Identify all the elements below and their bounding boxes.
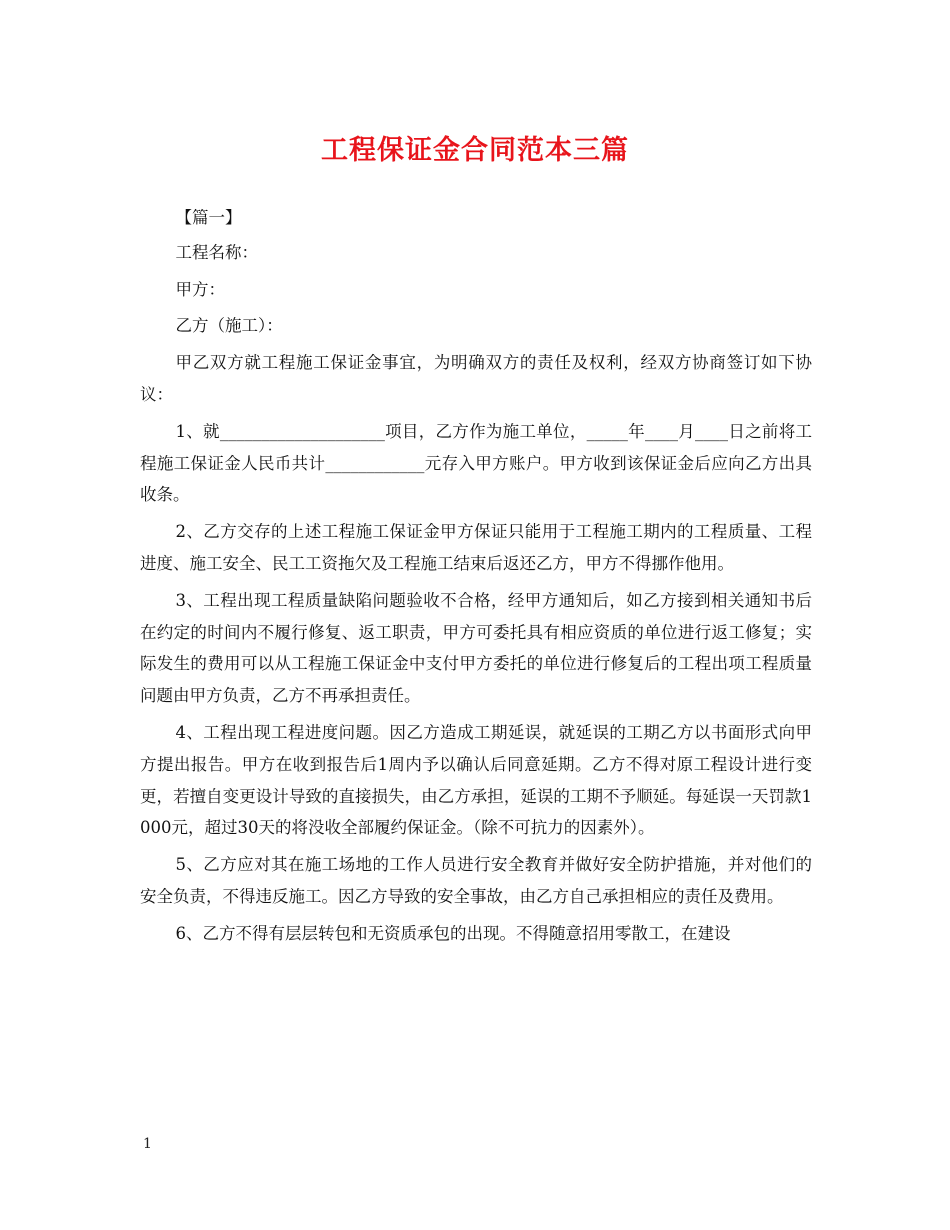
party-b-label: 乙方（施工）： — [175, 316, 283, 336]
paragraph-intro: 甲乙双方就工程施工保证金事宜，为明确双方的责任及权利，经双方协商签订如下协议： — [140, 353, 812, 404]
party-a-label: 甲方： — [175, 279, 225, 299]
paragraph-clause-3: 3、工程出现工程质量缺陷问题验收不合格，经甲方通知后，如乙方接到相关通知书后在约定的时间内不履行修复、返工职责，甲方可委托具有相应资质的单位进行返工修复；实际发生的费用可以从工程施工保证金中支付甲方委托的单位进行修复后的工程出项工程质量问题由甲方负责，乙方不再承担责任。 — [140, 590, 812, 706]
paragraph-clause-5: 5、乙方应对其在施工场地的工作人员进行安全教育并做好安全防护措施，并对他们的安全负责，不得违反施工。因乙方导致的安全事故，由乙方自己承担相应的责任及费用。 — [140, 855, 812, 906]
section-heading: 【篇一】 — [175, 208, 242, 227]
project-name-label: 工程名称： — [175, 242, 258, 262]
paragraph-clause-1: 1、就____________________项目，乙方作为施工单位，_____年____月____日之前将工程施工保证金人民币共计____________元存入甲方账户。甲方收到该保证金后应向乙方出具收条。 — [140, 421, 812, 505]
page-number: 1 — [143, 1136, 152, 1152]
paragraph-clause-6: 6、乙方不得有层层转包和无资质承包的出现。不得随意招用零散工，在建设 — [175, 923, 731, 943]
paragraph-clause-2: 2、乙方交存的上述工程施工保证金甲方保证只能用于工程施工期内的工程质量、工程进度、施工安全、民工工资拖欠及工程施工结束后返还乙方，甲方不得挪作他用。 — [140, 522, 812, 573]
document-body — [140, 202, 812, 955]
document-title: 工程保证金合同范本三篇 — [321, 135, 629, 166]
paragraph-clause-4: 4、工程出现工程进度问题。因乙方造成工期延误，就延误的工期乙方以书面形式向甲方提出报告。甲方在收到报告后1周内予以确认后同意延期。乙方不得对原工程设计进行变更，若擅自变更设计导致的直接损失，由乙方承担，延误的工期不予顺延。每延误一天罚款1000元，超过30天的将没收全部履约保证金。（除不可抗力的因素外）。 — [140, 722, 812, 838]
